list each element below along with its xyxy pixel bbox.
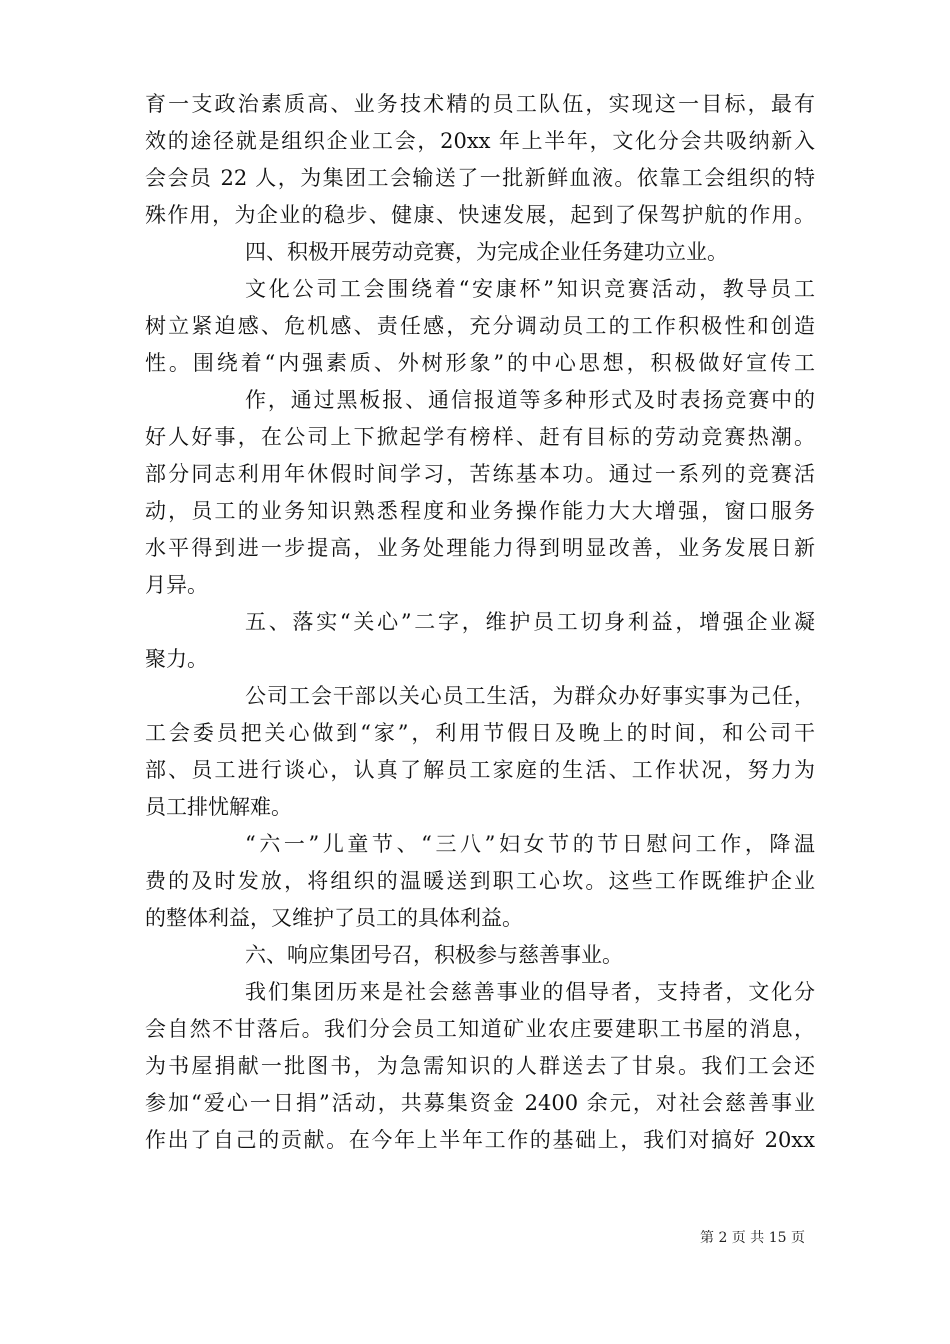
section-heading: 四、积极开展劳动竞赛，为完成企业任务建功立业。 [245,240,728,264]
paragraph-first-line: 作，通过黑板报、通信报道等多种形式及时表扬竞赛中的 [245,388,815,412]
body-line: 费的及时发放，将组织的温暖送到职工心坎。这些工作既维护企业 [145,869,815,893]
paragraph-first-line: 文化公司工会围绕着“安康杯”知识竞赛活动，教导员工 [245,277,815,301]
body-line: 工会委员把关心做到“家”，利用节假日及晚上的时间，和公司干 [145,721,815,745]
body-line: 员工排忧解难。 [145,795,292,819]
body-line: 会会员 22 人，为集团工会输送了一批新鲜血液。依靠工会组织的特 [145,166,815,190]
body-line: 殊作用，为企业的稳步、健康、快速发展，起到了保驾护航的作用。 [145,203,815,227]
body-line: 树立紧迫感、危机感、责任感，充分调动员工的工作积极性和创造 [145,314,815,338]
body-line: 效的途径就是组织企业工会，20xx 年上半年，文化分会共吸纳新入 [145,129,815,153]
paragraph-first-line: “六一”儿童节、“三八”妇女节的节日慰问工作，降温 [245,832,815,856]
body-line: 育一支政治素质高、业务技术精的员工队伍，实现这一目标，最有 [145,92,815,116]
paragraph-first-line: 我们集团历来是社会慈善事业的倡导者，支持者，文化分 [245,980,815,1004]
body-line: 部分同志利用年休假时间学习，苦练基本功。通过一系列的竞赛活 [145,462,815,486]
body-line: 性。围绕着“内强素质、外树形象”的中心思想，积极做好宣传工 [145,351,815,375]
body-line: 月异。 [145,573,208,597]
body-line: 的整体利益，又维护了员工的具体利益。 [145,906,523,930]
body-line: 参加“爱心一日捐”活动，共募集资金 2400 余元，对社会慈善事业 [145,1091,815,1115]
section-heading: 五、落实“关心”二字，维护员工切身利益，增强企业凝 [245,610,815,634]
body-line: 会自然不甘落后。我们分会员工知道矿业农庄要建职工书屋的消息， [145,1017,815,1041]
body-line: 好人好事，在公司上下掀起学有榜样、赶有目标的劳动竞赛热潮。 [145,425,815,449]
page-number: 第 2 页 共 15 页 [700,1230,805,1246]
body-line: 作出了自己的贡献。在今年上半年工作的基础上，我们对搞好 20xx [145,1128,815,1152]
body-line: 部、员工进行谈心，认真了解员工家庭的生活、工作状况，努力为 [145,758,815,782]
body-line: 为书屋捐献一批图书，为急需知识的人群送去了甘泉。我们工会还 [145,1054,815,1078]
section-heading: 六、响应集团号召，积极参与慈善事业。 [245,943,623,967]
body-line: 动，员工的业务知识熟悉程度和业务操作能力大大增强，窗口服务 [145,499,815,523]
section-heading-continuation: 聚力。 [145,647,208,671]
paragraph-first-line: 公司工会干部以关心员工生活，为群众办好事实事为己任， [245,684,815,708]
body-line: 水平得到进一步提高，业务处理能力得到明显改善，业务发展日新 [145,536,815,560]
